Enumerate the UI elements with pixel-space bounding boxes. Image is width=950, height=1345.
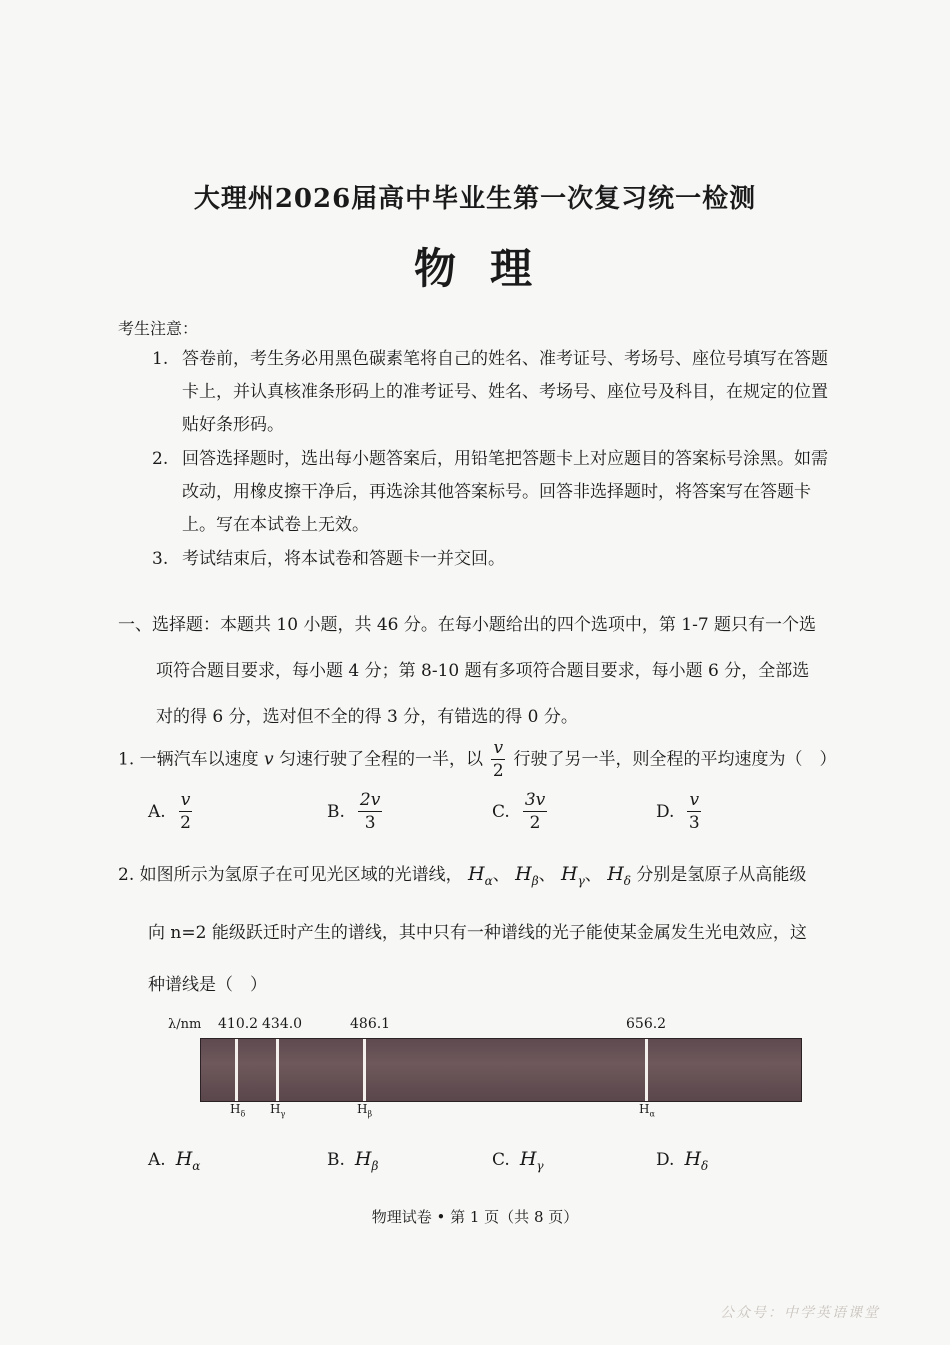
- q1-fraction: [491, 740, 505, 780]
- wavelength-label-434: 434.0: [262, 1016, 303, 1032]
- option-fraction: [687, 792, 701, 832]
- option-numerator: 3v: [524, 790, 546, 810]
- q2-text-part2: 分别是氢原子从高能级: [636, 865, 807, 885]
- option-symbol: $H_\beta$: [354, 1148, 379, 1173]
- q2-line-3: 种谱线是（ ）: [148, 974, 267, 995]
- option-denominator: 2: [180, 813, 191, 833]
- section-line-1: 一、选择题：本题共 10 小题，共 46 分。在每小题给出的四个选项中，第 1-7 题只有一个选: [118, 615, 817, 635]
- option-label: A.: [148, 1150, 166, 1171]
- exam-title: 大理州2026届高中毕业生第一次复习统一检测: [193, 184, 757, 214]
- option-fraction: [358, 792, 382, 832]
- notice-item-number: 3.: [152, 549, 169, 569]
- spectral-line-label-delta: $H_\delta$: [230, 1102, 246, 1119]
- wavelength-label-656: 656.2: [626, 1016, 667, 1032]
- option-denominator: 3: [364, 813, 376, 833]
- option-denominator: 3: [688, 813, 700, 833]
- q2-option-b[interactable]: [327, 1148, 378, 1173]
- option-fraction: [523, 792, 547, 832]
- section-line-2: 项符合题目要求，每小题 4 分；第 8-10 题有多项符合题目要求，每小题 6 分，全部选: [156, 661, 810, 681]
- option-numerator: v: [689, 790, 700, 810]
- option-numerator: v: [180, 790, 191, 810]
- option-symbol: $H_\delta$: [684, 1148, 709, 1173]
- option-label: C.: [492, 802, 510, 822]
- q1-option-a[interactable]: [148, 792, 195, 832]
- q1-text-part1: 1. 一辆汽车以速度: [118, 749, 259, 770]
- notice-item-text: 答卷前，考生务必用黑色碳素笔将自己的姓名、准考证号、考场号、座位号填写在答题卡上，并认真核准条形码上的准考证号、姓名、考场号、座位号及科目，在规定的位置贴好条形码。: [182, 349, 828, 435]
- notice-item-number: 1.: [152, 349, 169, 369]
- q1-fraction-denominator: 2: [492, 761, 504, 781]
- q2-text-part1: 2. 如图所示为氢原子在可见光区域的光谱线，: [118, 865, 463, 885]
- option-symbol: $H_\gamma$: [519, 1148, 544, 1173]
- q2-option-c[interactable]: [492, 1148, 544, 1173]
- separator: 、: [538, 865, 556, 885]
- q1-text-part3: 行驶了另一半，则全程的平均速度为（ ）: [513, 749, 837, 770]
- notice-item-text: 回答选择题时，选出每小题答案后，用铅笔把答题卡上对应题目的答案标号涂黑。如需改动，用橡皮擦干净后，再选涂其他答案标号。回答非选择题时，将答案写在答题卡上。写在本试卷上无效。: [182, 449, 828, 535]
- spectral-line-label-gamma: $H_\gamma$: [270, 1102, 286, 1119]
- option-label: D.: [656, 1150, 675, 1171]
- spectral-line-label-beta: $H_\beta$: [357, 1102, 373, 1119]
- q2-line-1: [118, 848, 838, 907]
- q2-option-a[interactable]: [148, 1148, 200, 1173]
- spectral-line-h-delta: [235, 1039, 238, 1101]
- option-fraction: [179, 792, 193, 832]
- wavelength-label-410: 410.2: [218, 1016, 259, 1032]
- question-1-stem: [118, 740, 838, 780]
- option-label: B.: [327, 802, 345, 822]
- wavelength-label-486: 486.1: [350, 1016, 391, 1032]
- spectral-line-label-alpha: $H_\alpha$: [639, 1102, 655, 1119]
- q1-option-b[interactable]: [327, 792, 385, 832]
- q2-option-d[interactable]: [656, 1148, 708, 1173]
- hydrogen-spectrum: [200, 1038, 802, 1102]
- q1-text-part2: 匀速行驶了全程的一半，以: [279, 749, 484, 770]
- notice-item: [152, 443, 842, 542]
- option-numerator: 2v: [359, 790, 381, 810]
- option-label: C.: [492, 1150, 510, 1171]
- option-symbol: $H_\alpha$: [175, 1148, 201, 1173]
- option-denominator: 2: [529, 813, 541, 833]
- q2-line-symbol-delta: $H_\delta$: [607, 863, 632, 888]
- section-instructions: [118, 602, 838, 740]
- section-line-3: 对的得 6 分，选对但不全的得 3 分，有错选的得 0 分。: [156, 707, 578, 727]
- notice-item-text: 考试结束后，将本试卷和答题卡一并交回。: [182, 549, 505, 569]
- q1-fraction-numerator: v: [493, 738, 504, 758]
- page-footer: 物理试卷 • 第 1 页（共 8 页）: [371, 1208, 579, 1226]
- watermark: 公众号：中学英语课堂: [720, 1305, 880, 1321]
- notice-item: [152, 543, 842, 576]
- spectrum-axis-label: λ/nm: [168, 1017, 202, 1032]
- q2-line-symbol-gamma: $H_\gamma$: [561, 863, 585, 888]
- spectral-line-h-beta: [363, 1039, 366, 1101]
- separator: 、: [492, 865, 510, 885]
- q2-line-symbol-alpha: $H_\alpha$: [468, 863, 493, 888]
- question-2-stem: [118, 848, 838, 1011]
- q2-line-2: 向 n=2 能级跃迁时产生的谱线，其中只有一种谱线的光子能使某金属发生光电效应，这: [148, 922, 807, 943]
- q1-option-d[interactable]: [656, 792, 704, 832]
- option-label: D.: [656, 802, 675, 822]
- spectral-line-h-gamma: [276, 1039, 279, 1101]
- notice-heading: 考生注意：: [118, 319, 199, 338]
- option-label: B.: [327, 1150, 345, 1171]
- subject-title: 物理: [413, 244, 566, 293]
- notice-item: [152, 343, 842, 442]
- q1-option-c[interactable]: [492, 792, 550, 832]
- option-label: A.: [148, 802, 166, 822]
- q1-velocity-symbol: v: [264, 749, 274, 770]
- notice-list: [152, 343, 842, 577]
- spectral-line-h-alpha: [645, 1039, 648, 1101]
- notice-item-number: 2.: [152, 449, 169, 469]
- q2-line-symbol-beta: $H_\beta$: [515, 863, 539, 888]
- separator: 、: [584, 865, 602, 885]
